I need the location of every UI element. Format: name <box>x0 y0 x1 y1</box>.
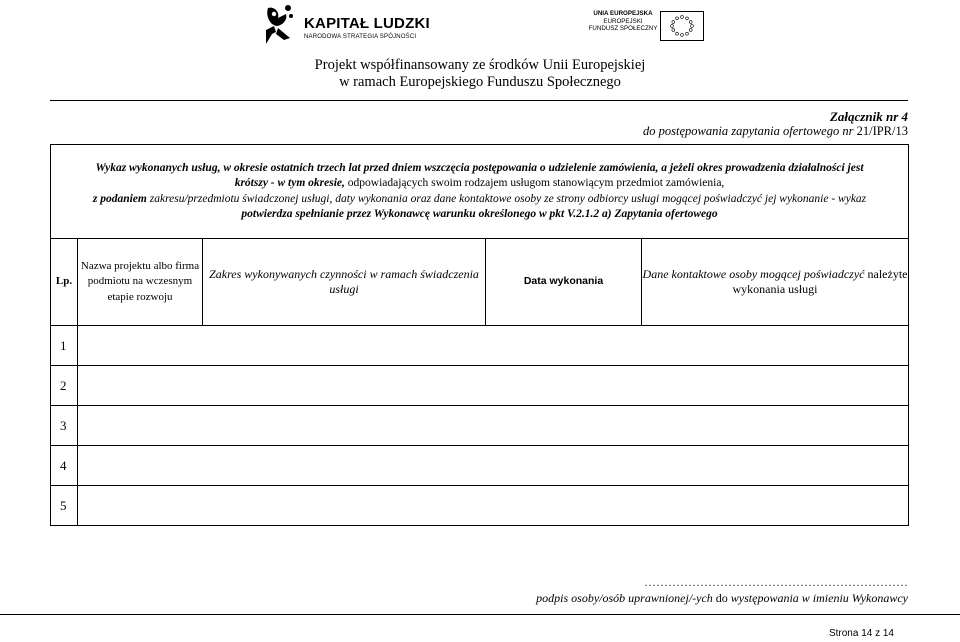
column-header-date: Data wykonania <box>486 239 642 326</box>
signature-label-c: występowania w imieniu Wykonawcy <box>727 591 908 605</box>
row-entry-field[interactable] <box>78 406 909 446</box>
table-row <box>51 446 909 486</box>
row-entry-field[interactable] <box>78 326 909 366</box>
footer-divider <box>0 614 960 615</box>
page-number: Strona 14 z 14 <box>828 628 894 639</box>
signature-label-a: podpis osoby/osób uprawnionej/-ych <box>536 591 716 605</box>
kapital-ludzki-subtitle: NARODOWA STRATEGIA SPÓJNOŚCI <box>304 34 417 40</box>
row-entry-field[interactable] <box>78 366 909 406</box>
kapital-ludzki-title: KAPITAŁ LUDZKI <box>304 15 430 32</box>
description-line3b: zakresu/przedmiotu świadczonej usługi, daty wykonania oraz dane kontaktowe osoby ze strony odbiorcy usługi mogącej poświadczyć jej wykonanie - wykaz <box>149 192 867 205</box>
signature-label <box>536 591 908 606</box>
row-number: 4 <box>51 446 78 486</box>
eu-logo-line2: EUROPEJSKI <box>603 17 643 25</box>
description-line2a: krótszy - w tym okresie, <box>234 177 348 190</box>
services-table <box>50 144 909 526</box>
row-number: 5 <box>51 486 78 526</box>
contact-header-c: wykonania usługi <box>732 282 818 296</box>
column-header-contact <box>642 239 909 326</box>
description-line4: potwierdza spełnianie przez Wykonawcę warunku określonego w pkt V.2.1.2 a) Zapytania ofertowego <box>241 207 718 220</box>
table-row <box>51 406 909 446</box>
annex-title: Załącznik nr 4 <box>829 109 908 124</box>
table-description <box>51 145 909 239</box>
row-number: 3 <box>51 406 78 446</box>
signature-line: ………………………………………………………… <box>644 575 908 589</box>
column-header-project-name: Nazwa projektu albo firma podmiotu na wczesnym etapie rozwoju <box>78 239 203 326</box>
kapital-ludzki-logo-icon <box>262 4 296 44</box>
eu-logo-line1: UNIA EUROPEJSKA <box>593 10 653 17</box>
row-number: 2 <box>51 366 78 406</box>
project-funding-line2: w ramach Europejskiego Funduszu Społecznego <box>339 74 621 90</box>
header-divider <box>50 100 908 101</box>
eu-logo <box>588 10 708 42</box>
table-row <box>51 366 909 406</box>
eu-flag-icon <box>660 11 704 41</box>
description-line2b: odpowiadających swoim rodzajem usługom stanowiącym przedmiot zamówienia, <box>347 177 725 190</box>
contact-header-a: Dane kontaktowe osoby mogącej poświadczyć <box>642 266 868 281</box>
project-funding-line1: Projekt współfinansowany ze środków Unii Europejskiej <box>314 57 646 73</box>
row-number: 1 <box>51 326 78 366</box>
column-header-lp: Lp. <box>51 239 78 326</box>
annex-subtitle <box>643 124 908 139</box>
eu-logo-line3: FUNDUSZ SPOŁECZNY <box>588 25 658 32</box>
description-line1: Wykaz wykonanych usług, w okresie ostatnich trzech lat przed dniem wszczęcia postępowania o udzielenie zamówienia, a jeżeli okres prowadzenia działalności jest <box>95 161 864 174</box>
signature-label-b: do <box>715 591 728 605</box>
kapital-ludzki-logo <box>262 4 437 44</box>
row-entry-field[interactable] <box>78 486 909 526</box>
eu-logo-text <box>588 10 658 33</box>
annex-reference-number: 21/IPR/13 <box>856 124 908 138</box>
description-line3a: z podaniem <box>92 192 150 205</box>
annex-subtitle-text: do postępowania zapytania ofertowego nr <box>643 124 857 138</box>
contact-header-b: należyte <box>867 266 908 281</box>
row-entry-field[interactable] <box>78 446 909 486</box>
column-header-scope: Zakres wykonywanych czynności w ramach świadczenia usługi <box>203 239 486 326</box>
table-row <box>51 486 909 526</box>
table-row <box>51 326 909 366</box>
